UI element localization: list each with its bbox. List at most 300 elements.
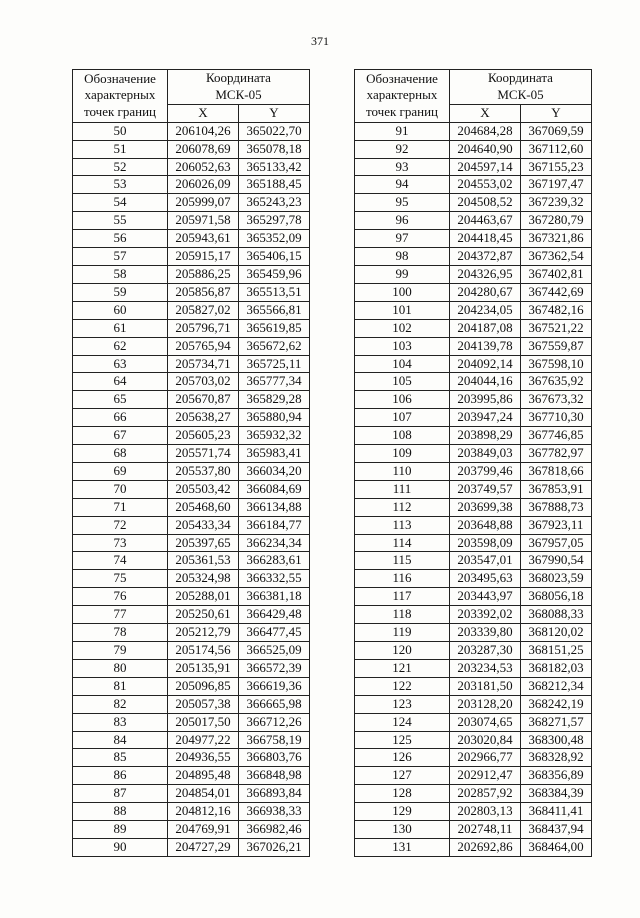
point-number: 67 — [73, 427, 168, 445]
table-row — [355, 212, 592, 230]
table-row — [355, 283, 592, 301]
coord-x: 205886,25 — [168, 265, 239, 283]
coord-x: 203128,20 — [450, 695, 521, 713]
coord-y: 365672,62 — [239, 337, 310, 355]
point-number: 91 — [355, 122, 450, 140]
coord-y: 365188,45 — [239, 176, 310, 194]
coord-y: 366234,34 — [239, 534, 310, 552]
coord-y: 365725,11 — [239, 355, 310, 373]
header-label-line3: точек границ — [83, 104, 157, 120]
point-number: 87 — [73, 785, 168, 803]
table-row — [355, 445, 592, 463]
coord-x: 203849,03 — [450, 445, 521, 463]
point-number: 102 — [355, 319, 450, 337]
table-row — [73, 158, 310, 176]
coord-x: 203074,65 — [450, 713, 521, 731]
coord-x: 202803,13 — [450, 803, 521, 821]
coord-x: 203799,46 — [450, 462, 521, 480]
coord-y: 368411,41 — [521, 803, 592, 821]
header-label-line1: Обозначение — [366, 70, 438, 86]
table-row — [355, 140, 592, 158]
point-number: 79 — [73, 642, 168, 660]
coord-x: 204854,01 — [168, 785, 239, 803]
coord-y: 365513,51 — [239, 283, 310, 301]
coord-y: 367362,54 — [521, 248, 592, 266]
table-row — [355, 552, 592, 570]
point-number: 98 — [355, 248, 450, 266]
point-number: 109 — [355, 445, 450, 463]
header-x: X — [168, 104, 239, 122]
coord-y: 365777,34 — [239, 373, 310, 391]
coord-x: 205943,61 — [168, 230, 239, 248]
point-number: 81 — [73, 677, 168, 695]
table-row — [355, 265, 592, 283]
point-number: 100 — [355, 283, 450, 301]
coord-y: 366982,46 — [239, 821, 310, 839]
point-number: 60 — [73, 301, 168, 319]
table-row — [73, 695, 310, 713]
point-number: 80 — [73, 659, 168, 677]
coord-y: 368120,02 — [521, 624, 592, 642]
coordinates-table-right — [354, 69, 592, 857]
point-number: 129 — [355, 803, 450, 821]
coord-y: 367746,85 — [521, 427, 592, 445]
table-row — [355, 462, 592, 480]
table-row — [73, 462, 310, 480]
table-row — [355, 803, 592, 821]
table-row — [355, 409, 592, 427]
table-row — [73, 391, 310, 409]
table-row — [73, 409, 310, 427]
coord-x: 204044,16 — [450, 373, 521, 391]
point-number: 65 — [73, 391, 168, 409]
coord-x: 204372,87 — [450, 248, 521, 266]
table-row — [73, 570, 310, 588]
header-label-line2: характерных — [84, 87, 156, 103]
table-row — [355, 301, 592, 319]
table-row — [73, 713, 310, 731]
table-row — [355, 821, 592, 839]
coord-x: 205670,87 — [168, 391, 239, 409]
coord-y: 367069,59 — [521, 122, 592, 140]
coord-x: 203181,50 — [450, 677, 521, 695]
coord-y: 367442,69 — [521, 283, 592, 301]
point-number: 66 — [73, 409, 168, 427]
coord-y: 368212,34 — [521, 677, 592, 695]
coord-x: 206078,69 — [168, 140, 239, 158]
coord-y: 365078,18 — [239, 140, 310, 158]
coord-x: 203392,02 — [450, 606, 521, 624]
coord-x: 205288,01 — [168, 588, 239, 606]
table-row — [73, 588, 310, 606]
coord-x: 205999,07 — [168, 194, 239, 212]
table-row — [355, 230, 592, 248]
point-number: 73 — [73, 534, 168, 552]
coord-x: 206104,26 — [168, 122, 239, 140]
point-number: 130 — [355, 821, 450, 839]
coord-y: 367673,32 — [521, 391, 592, 409]
point-number: 61 — [73, 319, 168, 337]
coord-x: 205796,71 — [168, 319, 239, 337]
coord-y: 367710,30 — [521, 409, 592, 427]
table-row — [355, 624, 592, 642]
coord-y: 366034,20 — [239, 462, 310, 480]
coord-y: 366619,36 — [239, 677, 310, 695]
point-number: 111 — [355, 480, 450, 498]
point-number: 113 — [355, 516, 450, 534]
point-number: 86 — [73, 767, 168, 785]
table-row — [355, 194, 592, 212]
table-row — [355, 838, 592, 856]
point-number: 108 — [355, 427, 450, 445]
table-row — [73, 176, 310, 194]
table-row — [73, 838, 310, 856]
table-row — [355, 642, 592, 660]
header-label-line1: Обозначение — [84, 70, 156, 86]
table-row — [73, 552, 310, 570]
coord-x: 205734,71 — [168, 355, 239, 373]
coord-y: 367888,73 — [521, 498, 592, 516]
point-number: 59 — [73, 283, 168, 301]
coord-x: 205433,34 — [168, 516, 239, 534]
header-coord-line2: МСК-05 — [215, 86, 262, 102]
coord-x: 204234,05 — [450, 301, 521, 319]
header-coordinate — [168, 70, 310, 105]
coord-x: 203495,63 — [450, 570, 521, 588]
point-number: 103 — [355, 337, 450, 355]
coord-x: 203598,09 — [450, 534, 521, 552]
coord-y: 365829,28 — [239, 391, 310, 409]
point-number: 56 — [73, 230, 168, 248]
coord-x: 204936,55 — [168, 749, 239, 767]
point-number: 64 — [73, 373, 168, 391]
coord-x: 205135,91 — [168, 659, 239, 677]
point-number: 101 — [355, 301, 450, 319]
coord-x: 202748,11 — [450, 821, 521, 839]
point-number: 50 — [73, 122, 168, 140]
coord-y: 367818,66 — [521, 462, 592, 480]
coord-y: 366332,55 — [239, 570, 310, 588]
table-row — [73, 445, 310, 463]
coord-y: 366283,61 — [239, 552, 310, 570]
point-number: 121 — [355, 659, 450, 677]
page-number: 371 — [311, 34, 329, 48]
coord-x: 205017,50 — [168, 713, 239, 731]
header-point-label — [355, 70, 450, 123]
coord-y: 366084,69 — [239, 480, 310, 498]
coord-x: 205638,27 — [168, 409, 239, 427]
table-row — [355, 570, 592, 588]
coord-x: 204640,90 — [450, 140, 521, 158]
table-row — [355, 516, 592, 534]
coord-x: 202692,86 — [450, 838, 521, 856]
coord-y: 366134,88 — [239, 498, 310, 516]
table-row — [73, 212, 310, 230]
coord-x: 205503,42 — [168, 480, 239, 498]
table-row — [355, 373, 592, 391]
point-number: 114 — [355, 534, 450, 552]
point-number: 115 — [355, 552, 450, 570]
table-row — [73, 319, 310, 337]
table-row — [355, 588, 592, 606]
table-row — [73, 677, 310, 695]
coord-y: 368328,92 — [521, 749, 592, 767]
table-row — [73, 516, 310, 534]
coord-y: 367853,91 — [521, 480, 592, 498]
coord-x: 205765,94 — [168, 337, 239, 355]
point-number: 53 — [73, 176, 168, 194]
table-row — [355, 749, 592, 767]
table-row — [73, 283, 310, 301]
coord-y: 368242,19 — [521, 695, 592, 713]
point-number: 93 — [355, 158, 450, 176]
header-y: Y — [239, 104, 310, 122]
header-y: Y — [521, 104, 592, 122]
point-number: 99 — [355, 265, 450, 283]
coord-y: 367026,21 — [239, 838, 310, 856]
table-row — [355, 498, 592, 516]
point-number: 82 — [73, 695, 168, 713]
point-number: 57 — [73, 248, 168, 266]
coord-y: 367239,32 — [521, 194, 592, 212]
table-row — [73, 248, 310, 266]
point-number: 120 — [355, 642, 450, 660]
point-number: 89 — [73, 821, 168, 839]
coord-x: 202966,77 — [450, 749, 521, 767]
point-number: 106 — [355, 391, 450, 409]
table-row — [355, 176, 592, 194]
coord-x: 203995,86 — [450, 391, 521, 409]
coord-y: 367990,54 — [521, 552, 592, 570]
coord-x: 204895,48 — [168, 767, 239, 785]
point-number: 127 — [355, 767, 450, 785]
point-number: 123 — [355, 695, 450, 713]
coord-y: 365619,85 — [239, 319, 310, 337]
coord-y: 365243,23 — [239, 194, 310, 212]
coord-y: 366572,39 — [239, 659, 310, 677]
point-number: 92 — [355, 140, 450, 158]
coord-x: 203339,80 — [450, 624, 521, 642]
coord-x: 204597,14 — [450, 158, 521, 176]
table-row — [73, 767, 310, 785]
coord-y: 365352,09 — [239, 230, 310, 248]
coord-y: 366893,84 — [239, 785, 310, 803]
table-row — [73, 427, 310, 445]
coord-x: 205571,74 — [168, 445, 239, 463]
header-point-label — [73, 70, 168, 123]
coord-x: 205361,53 — [168, 552, 239, 570]
coord-y: 367635,92 — [521, 373, 592, 391]
coord-x: 203898,29 — [450, 427, 521, 445]
coord-y: 366712,26 — [239, 713, 310, 731]
coord-y: 368151,25 — [521, 642, 592, 660]
coord-y: 366938,33 — [239, 803, 310, 821]
coord-x: 204092,14 — [450, 355, 521, 373]
coord-x: 203443,97 — [450, 588, 521, 606]
coord-x: 203648,88 — [450, 516, 521, 534]
coord-x: 202857,92 — [450, 785, 521, 803]
table-row — [73, 803, 310, 821]
table-row — [73, 355, 310, 373]
table-row — [355, 534, 592, 552]
coord-y: 368271,57 — [521, 713, 592, 731]
table-row — [355, 122, 592, 140]
coord-x: 204812,16 — [168, 803, 239, 821]
table-row — [73, 642, 310, 660]
coord-y: 368182,03 — [521, 659, 592, 677]
point-number: 63 — [73, 355, 168, 373]
table-row — [73, 230, 310, 248]
coordinates-table-left — [72, 69, 310, 857]
table-row — [73, 301, 310, 319]
table-row — [73, 498, 310, 516]
coord-y: 367782,97 — [521, 445, 592, 463]
table-row — [73, 606, 310, 624]
coord-y: 365932,32 — [239, 427, 310, 445]
point-number: 88 — [73, 803, 168, 821]
coord-y: 365406,15 — [239, 248, 310, 266]
point-number: 94 — [355, 176, 450, 194]
coord-x: 204463,67 — [450, 212, 521, 230]
point-number: 77 — [73, 606, 168, 624]
coord-y: 366477,45 — [239, 624, 310, 642]
coord-x: 203234,53 — [450, 659, 521, 677]
coord-x: 205537,80 — [168, 462, 239, 480]
coord-y: 366665,98 — [239, 695, 310, 713]
point-number: 83 — [73, 713, 168, 731]
table-row — [355, 355, 592, 373]
table-row — [73, 265, 310, 283]
coord-y: 366429,48 — [239, 606, 310, 624]
coord-x: 203699,38 — [450, 498, 521, 516]
coord-x: 205827,02 — [168, 301, 239, 319]
point-number: 107 — [355, 409, 450, 427]
point-number: 122 — [355, 677, 450, 695]
table-row — [355, 158, 592, 176]
coord-x: 204418,45 — [450, 230, 521, 248]
coord-y: 367521,22 — [521, 319, 592, 337]
point-number: 112 — [355, 498, 450, 516]
point-number: 54 — [73, 194, 168, 212]
table-row — [73, 749, 310, 767]
coord-x: 205397,65 — [168, 534, 239, 552]
coord-x: 204684,28 — [450, 122, 521, 140]
coord-x: 205915,17 — [168, 248, 239, 266]
coord-x: 205096,85 — [168, 677, 239, 695]
coord-y: 366525,09 — [239, 642, 310, 660]
point-number: 84 — [73, 731, 168, 749]
coord-x: 204727,29 — [168, 838, 239, 856]
point-number: 68 — [73, 445, 168, 463]
coord-y: 368088,33 — [521, 606, 592, 624]
coord-y: 367280,79 — [521, 212, 592, 230]
table-row — [355, 731, 592, 749]
table-row — [355, 659, 592, 677]
point-number: 125 — [355, 731, 450, 749]
coord-y: 367112,60 — [521, 140, 592, 158]
point-number: 51 — [73, 140, 168, 158]
table-row — [355, 713, 592, 731]
coord-x: 205856,87 — [168, 283, 239, 301]
table-row — [355, 767, 592, 785]
point-number: 52 — [73, 158, 168, 176]
point-number: 71 — [73, 498, 168, 516]
point-number: 74 — [73, 552, 168, 570]
coord-y: 368056,18 — [521, 588, 592, 606]
coord-y: 368356,89 — [521, 767, 592, 785]
point-number: 97 — [355, 230, 450, 248]
coord-x: 202912,47 — [450, 767, 521, 785]
coord-x: 204553,02 — [450, 176, 521, 194]
point-number: 128 — [355, 785, 450, 803]
point-number: 110 — [355, 462, 450, 480]
point-number: 126 — [355, 749, 450, 767]
coord-y: 367155,23 — [521, 158, 592, 176]
coord-x: 205250,61 — [168, 606, 239, 624]
coord-y: 367598,10 — [521, 355, 592, 373]
table-row — [73, 785, 310, 803]
coord-y: 366184,77 — [239, 516, 310, 534]
point-number: 58 — [73, 265, 168, 283]
table-row — [355, 319, 592, 337]
coord-x: 205057,38 — [168, 695, 239, 713]
table-row — [73, 337, 310, 355]
header-coord-line1: Координата — [488, 70, 553, 85]
coord-x: 204977,22 — [168, 731, 239, 749]
coord-y: 365133,42 — [239, 158, 310, 176]
point-number: 95 — [355, 194, 450, 212]
coord-y: 367321,86 — [521, 230, 592, 248]
point-number: 118 — [355, 606, 450, 624]
table-row — [73, 659, 310, 677]
coord-y: 366381,18 — [239, 588, 310, 606]
coord-y: 367402,81 — [521, 265, 592, 283]
coord-x: 204187,08 — [450, 319, 521, 337]
table-body-right — [355, 122, 592, 856]
coord-y: 366803,76 — [239, 749, 310, 767]
table-row — [73, 122, 310, 140]
table-row — [355, 480, 592, 498]
coord-y: 368300,48 — [521, 731, 592, 749]
coord-x: 203749,57 — [450, 480, 521, 498]
coord-x: 203287,30 — [450, 642, 521, 660]
coord-y: 367923,11 — [521, 516, 592, 534]
coord-y: 368384,39 — [521, 785, 592, 803]
point-number: 75 — [73, 570, 168, 588]
point-number: 90 — [73, 838, 168, 856]
coord-y: 366758,19 — [239, 731, 310, 749]
point-number: 105 — [355, 373, 450, 391]
coord-y: 365022,70 — [239, 122, 310, 140]
point-number: 72 — [73, 516, 168, 534]
coord-y: 365566,81 — [239, 301, 310, 319]
coord-y: 365880,94 — [239, 409, 310, 427]
point-number: 117 — [355, 588, 450, 606]
coord-y: 367482,16 — [521, 301, 592, 319]
table-row — [73, 194, 310, 212]
point-number: 119 — [355, 624, 450, 642]
table-row — [355, 248, 592, 266]
header-label-line2: характерных — [366, 87, 438, 103]
coord-x: 204769,91 — [168, 821, 239, 839]
point-number: 78 — [73, 624, 168, 642]
coord-y: 365983,41 — [239, 445, 310, 463]
point-number: 62 — [73, 337, 168, 355]
table-row — [73, 821, 310, 839]
coord-y: 368464,00 — [521, 838, 592, 856]
table-row — [73, 624, 310, 642]
table-row — [355, 391, 592, 409]
